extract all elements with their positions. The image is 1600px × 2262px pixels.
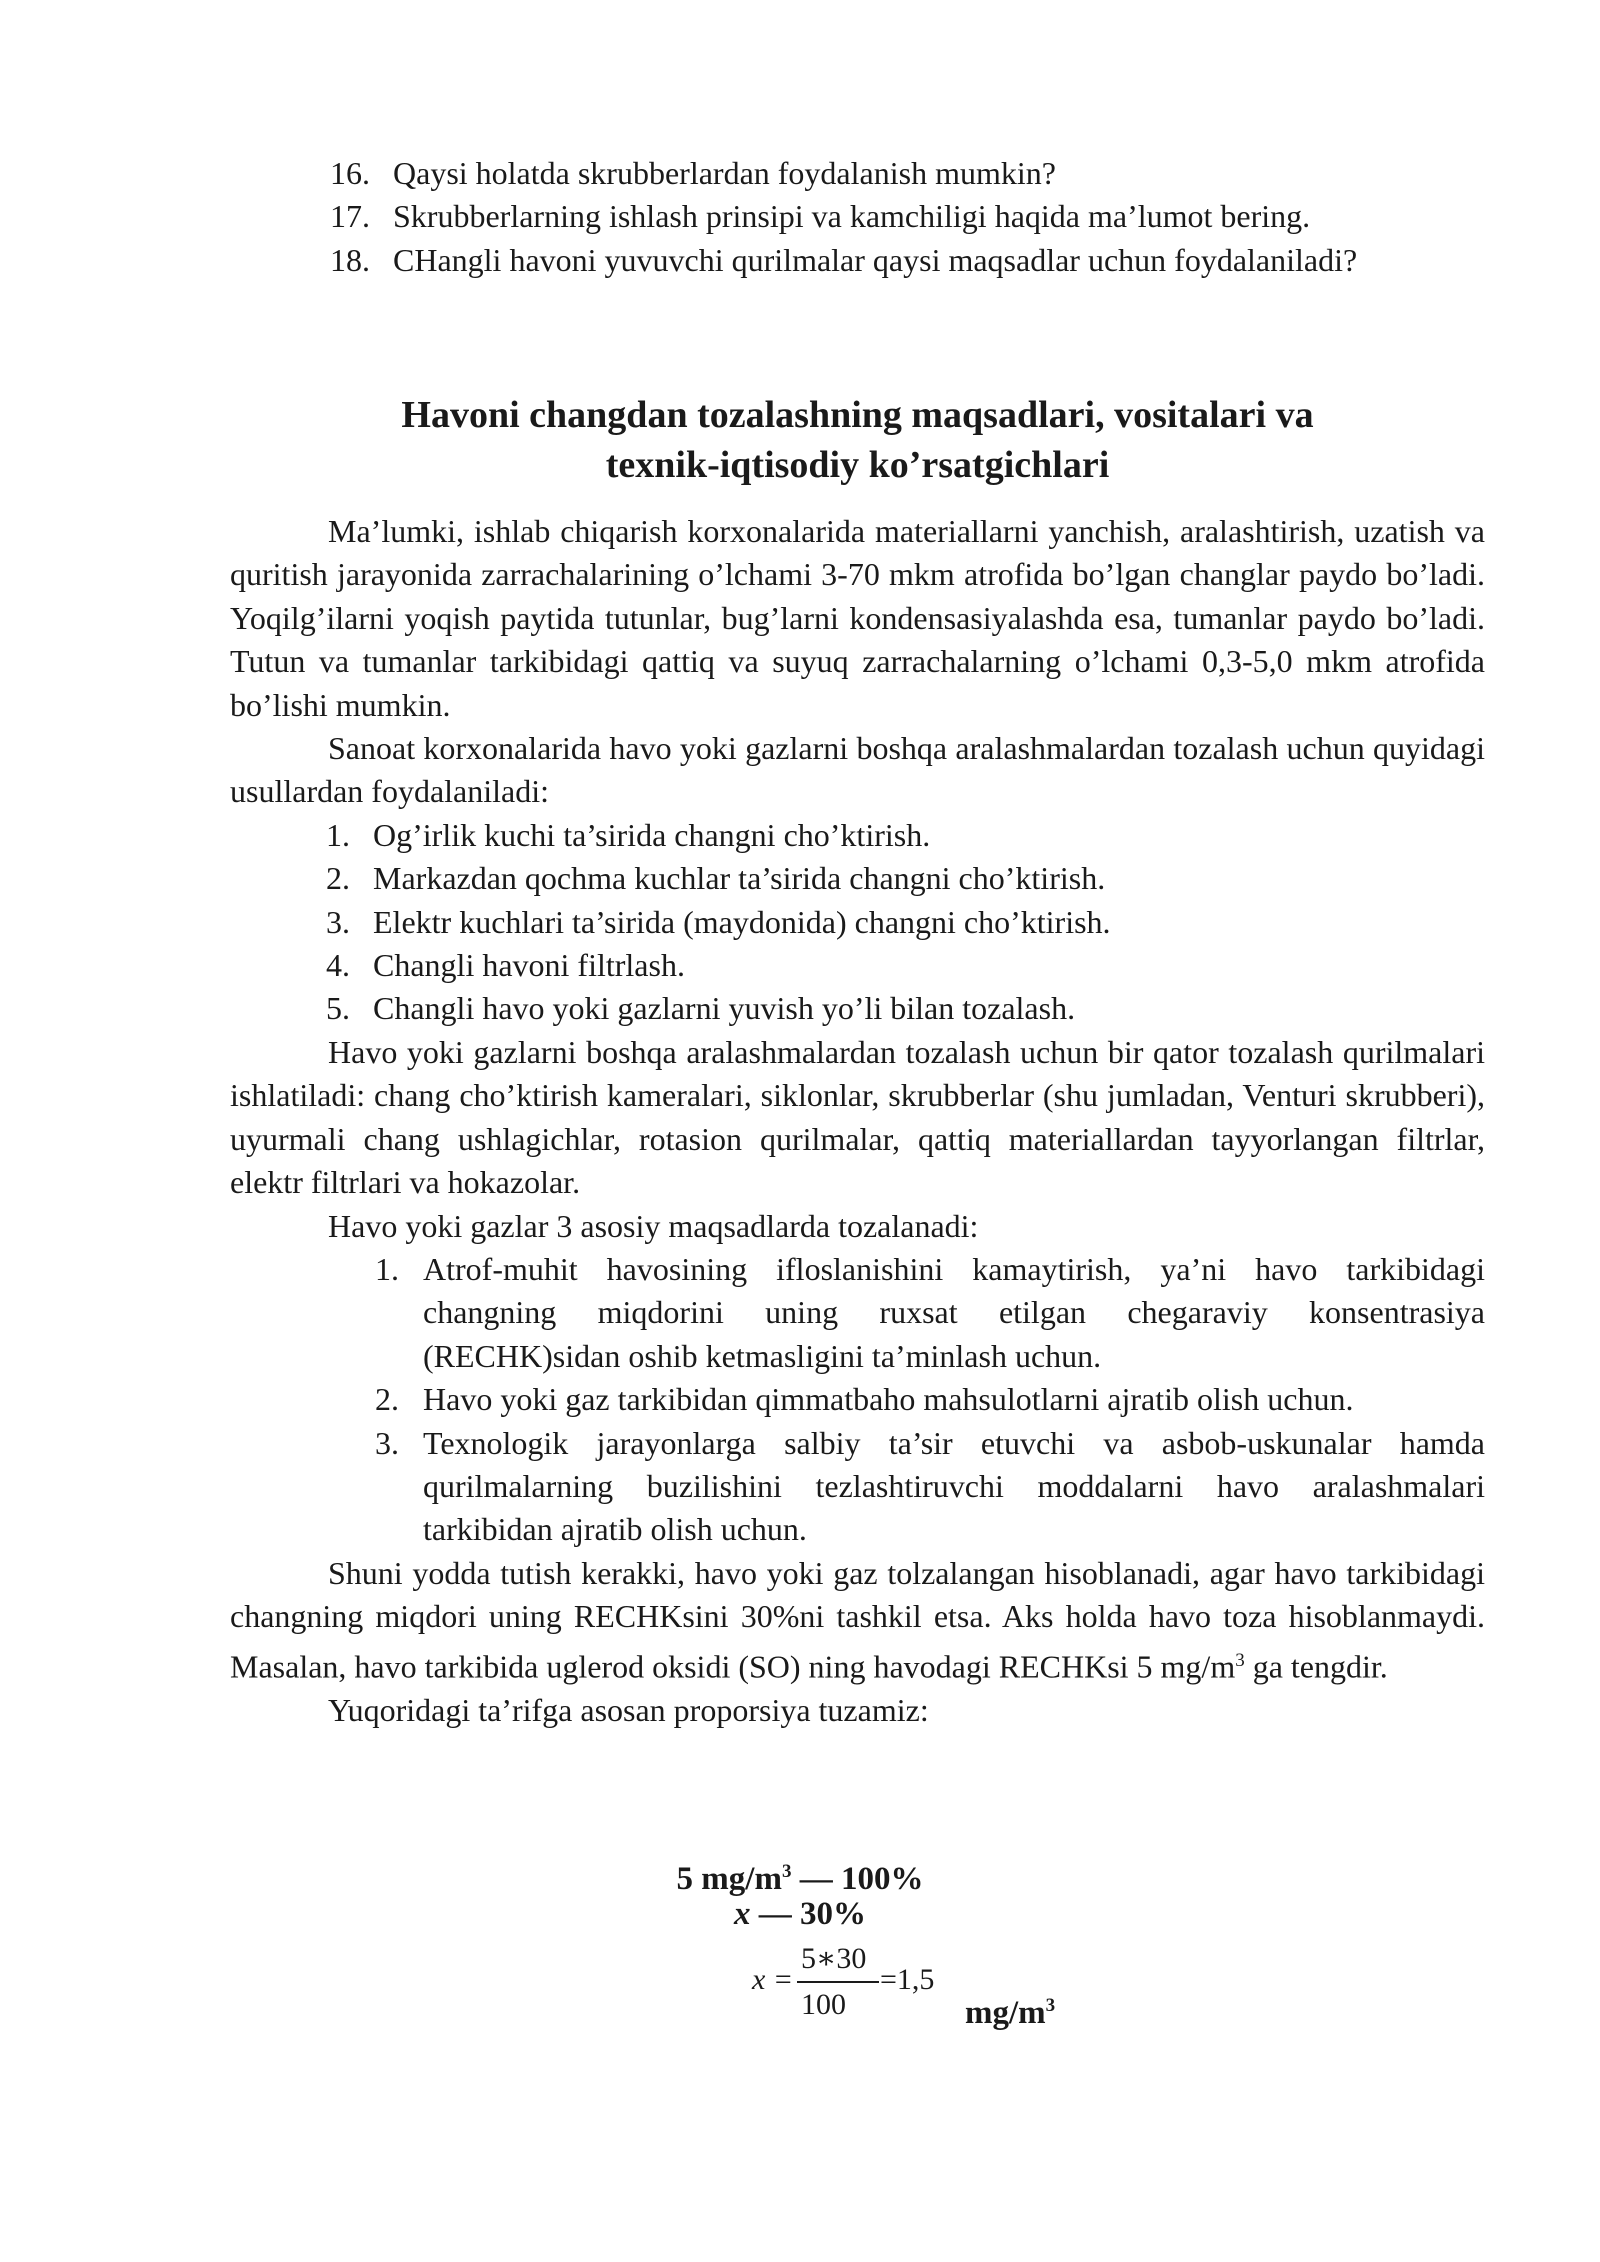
unit-text: mg/m xyxy=(965,1995,1046,2031)
item-number: 2. xyxy=(375,1381,399,1418)
list-item xyxy=(326,901,1485,944)
formula-text: — 30% xyxy=(750,1896,866,1932)
section-heading xyxy=(230,390,1485,490)
item-number: 4. xyxy=(326,947,350,984)
item-text: Changli havo yoki gazlarni yuvish yo’li bilan tozalash. xyxy=(373,990,1076,1027)
list-item xyxy=(326,944,1485,987)
fraction-bar xyxy=(797,1981,879,1983)
purposes-list xyxy=(230,1248,1485,1552)
proportion-line xyxy=(0,1893,1600,1936)
list-item xyxy=(326,987,1485,1030)
paragraph-text: ga tengdir. xyxy=(1244,1648,1388,1685)
list-item xyxy=(375,1248,1485,1378)
list-item xyxy=(326,814,1485,857)
numerator: 5∗30 xyxy=(801,1942,867,1975)
list-item xyxy=(330,152,1487,195)
superscript: 3 xyxy=(781,1861,792,1882)
superscript: 3 xyxy=(1235,1649,1245,1671)
formula-text: — 100% xyxy=(791,1861,924,1897)
superscript: 3 xyxy=(1045,1995,1056,2016)
item-text: Og’irlik kuchi ta’sirida changni cho’ktirish. xyxy=(373,816,931,853)
item-number: 17. xyxy=(330,198,370,235)
question-list xyxy=(330,152,1487,282)
item-text: Markazdan qochma kuchlar ta’sirida changni cho’ktirish. xyxy=(373,860,1106,897)
item-number: 16. xyxy=(330,155,370,191)
item-text: Havo yoki gaz tarkibidan qimmatbaho mahsulotlarni ajratib olish uchun. xyxy=(423,1381,1354,1418)
paragraph xyxy=(230,1552,1485,1689)
list-item xyxy=(326,857,1485,900)
item-number: 18. xyxy=(330,241,370,278)
item-text: Texnologik jarayonlarga salbiy ta’sir etuvchi va asbob-uskunalar hamda qurilmalarning buzilishini tezlashtiruvchi moddalarni havo aralashmalari tarkibidan ajratib olish uchun. xyxy=(423,1424,1485,1548)
item-text: Changli havoni filtrlash. xyxy=(373,947,685,984)
paragraph: Havo yoki gazlar 3 asosiy maqsadlarda tozalanadi: xyxy=(328,1207,979,1244)
methods-list xyxy=(230,814,1485,1031)
denominator: 100 xyxy=(801,1988,846,2021)
list-item xyxy=(330,239,1487,282)
item-number: 1. xyxy=(375,1250,399,1287)
list-item xyxy=(330,195,1487,238)
paragraph: Sanoat korxonalarida havo yoki gazlarni boshqa aralashmalardan tozalash uchun quyidagi usullardan foydalaniladi: xyxy=(230,730,1485,810)
list-item xyxy=(375,1422,1485,1552)
item-number: 3. xyxy=(326,903,350,940)
item-text: Skrubberlarning ishlash prinsipi va kamchiligi haqida ma’lumot bering. xyxy=(393,198,1311,235)
item-text: Qaysi holatda skrubberlardan foydalanish mumkin? xyxy=(393,155,1056,191)
heading-line: Havoni changdan tozalashning maqsadlari, vositalari va xyxy=(401,394,1314,436)
result: =1,5 xyxy=(880,1963,935,1996)
item-text: Atrof-muhit havosining ifloslanishini kamaytirish, ya’ni havo tarkibidagi changning miqdorini uning ruxsat etilgan chegaraviy konsentrasiya (RECHK)sidan oshib ketmasligini ta’minlash uchun. xyxy=(423,1250,1485,1374)
paragraph: Yuqoridagi ta’rifga asosan proporsiya tuzamiz: xyxy=(328,1691,929,1728)
heading-line: texnik-iqtisodiy ko’rsatgichlari xyxy=(605,444,1110,486)
x-equals: x = xyxy=(752,1963,794,1996)
formula-text: 5 mg/m xyxy=(676,1861,782,1897)
item-text: CHangli havoni yuvuvchi qurilmalar qaysi maqsadlar uchun foydalaniladi? xyxy=(393,241,1358,278)
paragraph: Ma’lumki, ishlab chiqarish korxonalarida materiallarni yanchish, aralashtirish, uzatish va quritish jarayonida zarrachalarining o’lchami 3-70 mkm atrofida bo’lgan changlar paydo bo’ladi. Yoqilg’ilarni yoqish paytida tutunlar, bug’larni kondensasiyalashda esa, tumanlar paydo bo’ladi. Tutun va tumanlar tarkibidagi qattiq va suyuq zarrachalarning o’lchami 0,3-5,0 mkm atrofida bo’lishi mumkin. xyxy=(230,513,1485,723)
item-number: 5. xyxy=(326,990,350,1027)
paragraph-text: Shuni yodda tutish kerakki, havo yoki gaz tolzalangan hisoblanadi, agar havo tarkibidagi changning miqdori uning RECHKsini 30%ni tashkil etsa. Aks holda havo toza hisoblanmaydi. Masalan, havo tarkibida uglerod oksidi (SO) ning havodagi RECHKsi 5 mg/m xyxy=(230,1554,1485,1685)
unit xyxy=(965,1995,1055,2032)
main-text xyxy=(230,510,1485,1732)
item-number: 1. xyxy=(326,816,350,853)
list-item xyxy=(375,1378,1485,1421)
item-text: Elektr kuchlari ta’sirida (maydonida) changni cho’ktirish. xyxy=(373,903,1111,940)
item-number: 2. xyxy=(326,860,350,897)
variable-x: x xyxy=(734,1896,751,1932)
item-number: 3. xyxy=(375,1424,399,1461)
paragraph: Havo yoki gazlarni boshqa aralashmalardan tozalash uchun bir qator tozalash qurilmalari ishlatiladi: chang cho’ktirish kameralari, siklonlar, skrubberlar (shu jumladan, Venturi skrubberi), uyurmali chang ushlagichlar, rotasion qurilmalar, qattiq materiallardan tayyorlangan filtrlar, elektr filtrlari va hokazolar. xyxy=(230,1033,1485,1201)
